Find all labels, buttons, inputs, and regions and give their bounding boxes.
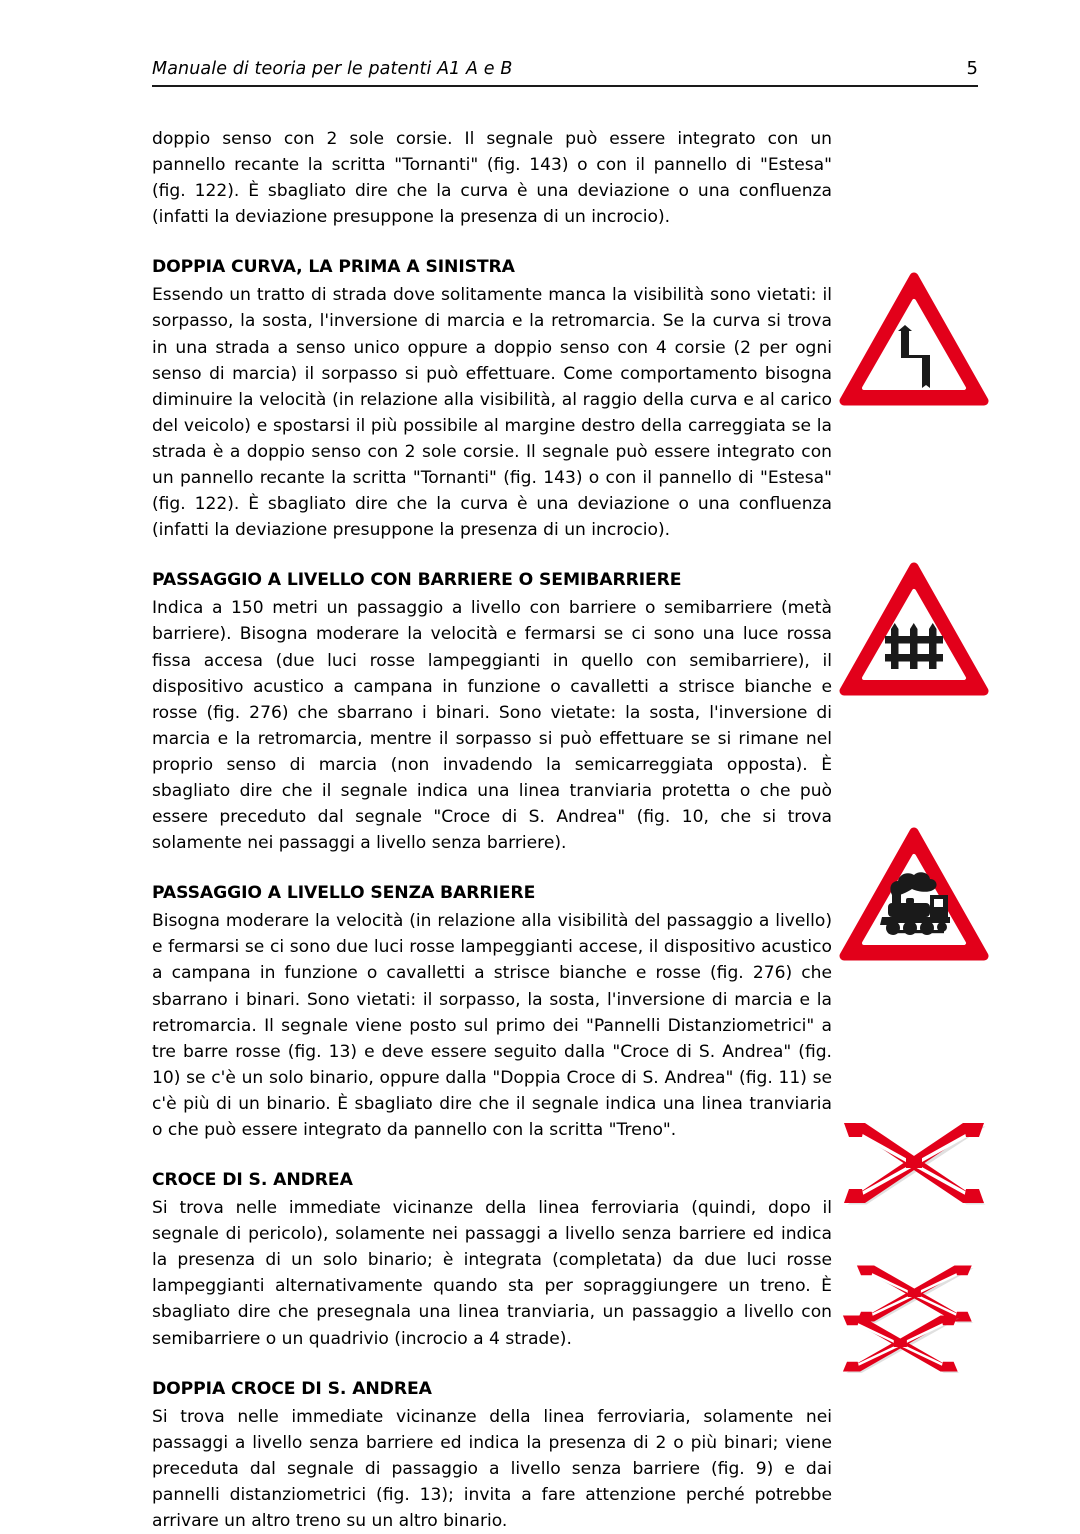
document-body [152,126,832,1534]
saint-andrew-cross-sign [838,1118,990,1214]
double-saint-andrew-cross-sign [838,1262,996,1390]
section-body-doppia-curva: Essendo un tratto di strada dove solitamente manca la visibilità sono vietati: il sorpasso, la sosta, l'inversione di marcia e la retromarcia. Se la curva si trova in una strada a senso unico oppure a doppio senso con 4 corsie (2 per ogni senso di marcia) il sorpasso si può effettuare. Come comportamento bisogna diminuire la velocità (in relazione alla visibilità, al raggio della curva e al carico del veicolo) e spostarsi il più possibile al margine destro della carreggiata se la strada è a doppio senso con 2 sole corsie. Il segnale può essere integrato con un pannello recante la scritta "Tornanti" (fig. 143) o con il pannello di "Estesa" (fig. 122). È sbagliato dire che la curva è una deviazione o una confluenza (infatti la deviazione presuppone la presenza di un incrocio). [152,285,832,541]
intro-paragraph: doppio senso con 2 sole corsie. Il segnale può essere integrato con un pannello recante la scritta "Tornanti" (fig. 143) o con il pannello di "Estesa" (fig. 122). È sbagliato dire che la curva è una deviazione o una confluenza (infatti la deviazione presuppone la presenza di un incrocio). [152,129,832,228]
section-heading-doppia-croce-s-andrea: DOPPIA CROCE DI S. ANDREA [152,1378,432,1399]
level-crossing-with-barriers-sign [838,560,990,700]
level-crossing-without-barriers-sign [838,825,990,965]
spacer [152,1352,832,1376]
page-header [152,58,978,87]
double-curve-first-left-sign [838,270,990,410]
section-heading-passaggio-senza-barriere: PASSAGGIO A LIVELLO SENZA BARRIERE [152,883,536,904]
upper-cross-arm-group [857,1266,973,1323]
spacer [152,856,832,880]
spacer [152,543,832,567]
section-body-passaggio-senza-barriere: Bisogna moderare la velocità (in relazione alla visibilità del passaggio a livello) e fermarsi se ci sono due luci rosse lampeggianti accese, il dispositivo acustico a campana in funzione o cavalletti a strisce bianche e rosse (fig. 276) che sbarrano i binari. Sono vietati: il sorpasso, la sosta, l'inversione di marcia e la retromarcia. Il segnale viene posto sul primo dei "Pannelli Distanziometrici" a tre barre rosse (fig. 13) e deve essere seguito dalla "Croce di S. Andrea" (fig. 10) se c'è un solo binario, oppure dalla "Doppia Croce di S. Andrea" (fig. 11) se c'è più di un binario. È sbagliato dire che il segnale indica una linea tranviaria o che può essere integrato da pannello con la scritta "Treno". [152,911,832,1140]
gate-barrier-symbol [885,623,943,669]
section-body-doppia-croce-s-andrea: Si trova nelle immediate vicinanze della linea ferroviaria, solamente nei passaggi a livello senza barriere ed indica la presenza di 2 o più binari; viene preceduta dal segnale di passaggio a livello senza barriere (fig. 9) e dai pannelli distanziometrici (fig. 13); invita a fare attenzione perché potrebbe arrivare un altro treno su un altro binario. [152,1406,832,1532]
lower-cross-arm-group [843,1316,959,1373]
spacer [152,1143,832,1167]
page-number: 5 [966,58,978,79]
section-body-croce-s-andrea: Si trova nelle immediate vicinanze della linea ferroviaria (quindi, dopo il segnale di pericolo), solamente nei passaggi a livello senza barriere ed indica la presenza di un solo binario; è integrata (completata) da due luci rosse lampeggianti alternativamente quando sta per sopraggiungere un treno. È sbagliato dire che presegnala una linea tranviaria, un passaggio a livello con semibarriere o un quadrivio (incrocio a 4 strade). [152,1198,832,1349]
section-heading-croce-s-andrea: CROCE DI S. ANDREA [152,1170,353,1191]
section-body-passaggio-con-barriere: Indica a 150 metri un passaggio a livello con barriere o semibarriere (metà barriere). Bisogna moderare la velocità e fermarsi se ci sono una luce rossa fissa accesa (due luci rosse lampeggianti in quello con semibarriere), il dispositivo acustico a campana in funzione o cavalletti a strisce bianche e rosse (fig. 276) che sbarrano i binari. Sono vietate: la sosta, l'inversione di marcia e la retromarcia, mentre il sorpasso si può effettuare se si rimane nel proprio senso di marcia (non invadendo la semicarreggiata opposta). È sbagliato dire che il segnale indica una linea tranviaria protetta o che può essere preceduto dal segnale "Croce di S. Andrea" (fig. 10, che si trova solamente nei passaggi a livello senza barriere). [152,598,832,854]
header-title: Manuale di teoria per le patenti A1 A e B [152,59,513,79]
section-heading-doppia-curva: DOPPIA CURVA, LA PRIMA A SINISTRA [152,257,515,278]
cross-arm-group [844,1123,986,1205]
section-heading-passaggio-con-barriere: PASSAGGIO A LIVELLO CON BARRIERE O SEMIBARRIERE [152,570,682,591]
spacer [152,230,832,254]
